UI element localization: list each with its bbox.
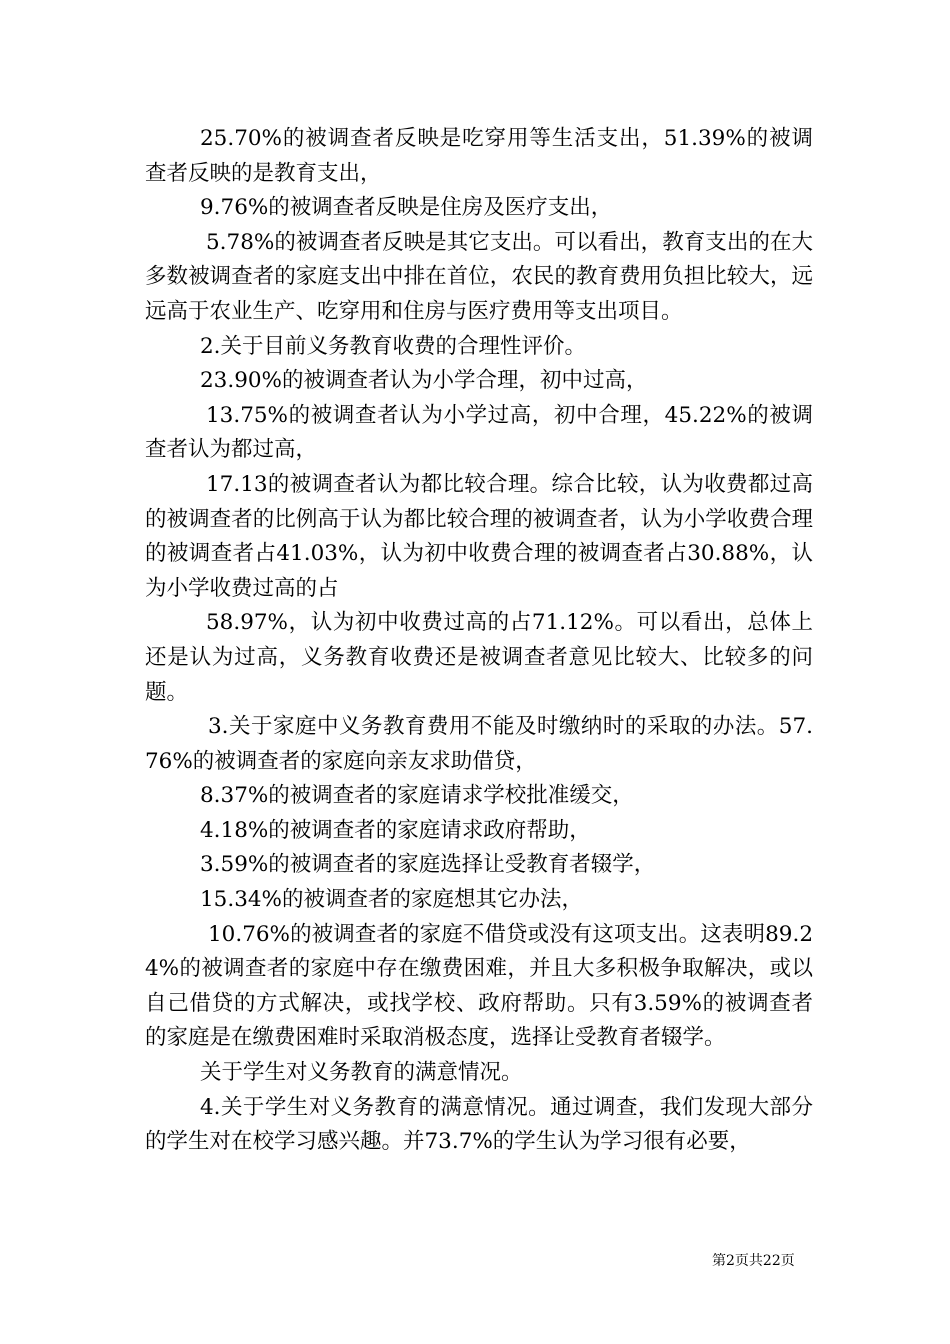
paragraph-9: 3.关于家庭中义务教育费用不能及时缴纳时的采取的办法。57.76%的被调查者的家庭向亲友求助借贷， bbox=[145, 714, 813, 774]
paragraph-13: 15.34%的被调查者的家庭想其它办法， bbox=[200, 887, 583, 913]
paragraph-11: 4.18%的被调查者的家庭请求政府帮助， bbox=[200, 817, 591, 843]
paragraph-5: 23.90%的被调查者认为小学合理，初中过高， bbox=[200, 368, 648, 394]
paragraph-16: 4.关于学生对义务教育的满意情况。通过调查，我们发现大部分的学生对在校学习感兴趣。并73.7%的学生认为学习很有必要， bbox=[145, 1094, 813, 1155]
paragraph-8: 58.97%，认为初中收费过高的占71.12%。可以看出，总体上还是认为过高，义务教育收费还是被调查者意见比较大、比较多的问题。 bbox=[145, 610, 813, 705]
paragraph-10: 8.37%的被调查者的家庭请求学校批准缓交， bbox=[200, 783, 634, 809]
paragraph-7: 17.13的被调查者认为都比较合理。综合比较，认为收费都过高的被调查者的比例高于认为都比较合理的被调查者，认为小学收费合理的被调查者占41.03%，认为初中收费合理的被调查者占30.88%，认为小学收费过高的占 bbox=[145, 471, 813, 601]
paragraph-4: 2.关于目前义务教育收费的合理性评价。 bbox=[200, 333, 587, 359]
paragraph-1: 25.70%的被调查者反映是吃穿用等生活支出，51.39%的被调查者反映的是教育支出， bbox=[145, 126, 813, 186]
paragraph-15: 关于学生对义务教育的满意情况。 bbox=[200, 1060, 523, 1086]
paragraph-3: 5.78%的被调查者反映是其它支出。可以看出，教育支出的在大多数被调查者的家庭支出中排在首位，农民的教育费用负担比较大，远远高于农业生产、吃穿用和住房与医疗费用等支出项目。 bbox=[145, 229, 813, 324]
page-number: 第2页共22页 bbox=[712, 1253, 795, 1269]
paragraph-6: 13.75%的被调查者认为小学过高，初中合理，45.22%的被调查者认为都过高， bbox=[145, 402, 813, 463]
paragraph-14: 10.76%的被调查者的家庭不借贷或没有这项支出。这表明89.24%的被调查者的家庭中存在缴费困难，并且大多积极争取解决，或以自己借贷的方式解决，或找学校、政府帮助。只有3.59%的被调查者的家庭是在缴费困难时采取消极态度，选择让受教育者辍学。 bbox=[145, 921, 813, 1051]
paragraph-12: 3.59%的被调查者的家庭选择让受教育者辍学， bbox=[200, 852, 656, 878]
paragraph-2: 9.76%的被调查者反映是住房及医疗支出， bbox=[200, 195, 613, 221]
body-text bbox=[145, 122, 813, 1160]
